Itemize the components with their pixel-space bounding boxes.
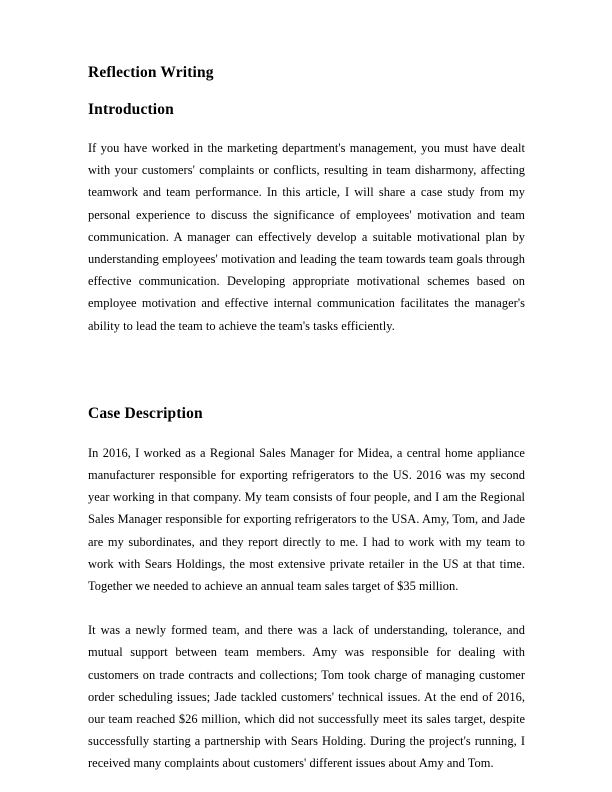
paragraph-introduction-1: If you have worked in the marketing department's management, you must have dealt with your customers' complaints or conflicts, resulting in team disharmony, affecting teamwork and team performance. In this article, I will share a case study from my personal experience to discuss the significance of employees' motivation and team communication. A manager can effectively develop a suitable motivational plan by understanding employees' motivation and leading the team towards team goals through effective communication. Developing appropriate motivational schemes based on employee motivation and effective internal communication facilitates the manager's ability to lead the team to achieve the team's tasks efficiently. [88,141,525,333]
document-body [88,62,525,775]
section-heading-introduction: Introduction [88,101,174,118]
section-heading-case-description: Case Description [88,404,203,422]
page-title: Reflection Writing [88,64,214,81]
paragraph-case-description-2: It was a newly formed team, and there was a lack of understanding, tolerance, and mutual support between team members. Amy was responsible for dealing with customers on trade contracts and collections; Tom took charge of managing customer order scheduling issues; Jade tackled customers' technical issues. At the end of 2016, our team reached $26 million, which did not successfully meet its sales target, despite successfully starting a partnership with Sears Holding. During the project's running, I received many complaints about customers' different issues about Amy and Tom. [88,623,525,771]
paragraph-case-description-1: In 2016, I worked as a Regional Sales Manager for Midea, a central home appliance manufacturer responsible for exporting refrigerators to the US. 2016 was my second year working in that company. My team consists of four people, and I am the Regional Sales Manager responsible for exporting refrigerators to the USA. Amy, Tom, and Jade are my subordinates, and they report directly to me. I had to work with my team to work with Sears Holdings, the most extensive private retailer in the US at that time. Together we needed to achieve an annual team sales target of $35 million. [88,445,525,594]
